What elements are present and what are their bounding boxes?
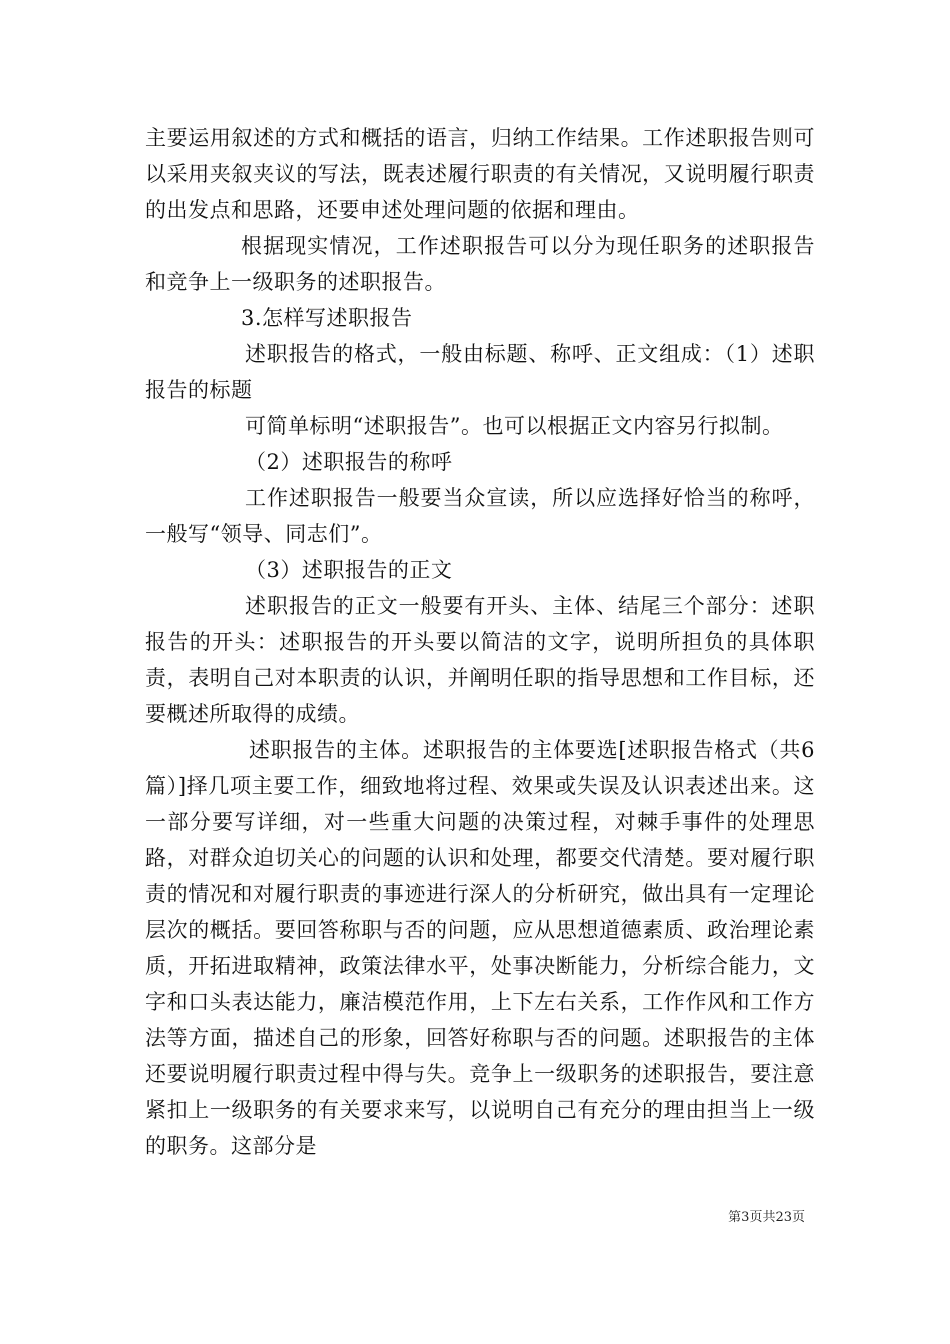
paragraph-salutation-desc: 工作述职报告一般要当众宣读，所以应选择好恰当的称呼，一般写“领导、同志们”。 xyxy=(145,486,815,546)
page-number-footer: 第3页共23页 xyxy=(728,1210,805,1225)
subheading-salutation: （2）述职报告的称呼 xyxy=(245,450,453,474)
document-body xyxy=(145,120,815,1164)
section-heading-how-to-write: 3.怎样写述职报告 xyxy=(241,306,413,330)
subheading-main-text: （3）述职报告的正文 xyxy=(245,558,453,582)
paragraph-opening: 述职报告的正文一般要有开头、主体、结尾三个部分：述职报告的开头：述职报告的开头要以简洁的文字，说明所担负的具体职责，表明自己对本职责的认识，并阐明任职的指导思想和工作目标，还要概述所取得的成绩。 xyxy=(145,594,815,726)
paragraph-title-desc: 可简单标明“述职报告”。也可以根据正文内容另行拟制。 xyxy=(245,414,784,438)
paragraph-format: 述职报告的格式，一般由标题、称呼、正文组成：（1）述职报告的标题 xyxy=(145,342,815,402)
paragraph-report-types: 根据现实情况，工作述职报告可以分为现任职务的述职报告和竞争上一级职务的述职报告。 xyxy=(145,234,815,294)
paragraph-intro-continued: 主要运用叙述的方式和概括的语言，归纳工作结果。工作述职报告则可以采用夹叙夹议的写法，既表述履行职责的有关情况，又说明履行职责的出发点和思路，还要申述处理问题的依据和理由。 xyxy=(145,126,815,222)
paragraph-main-body: 述职报告的主体。述职报告的主体要选[述职报告格式（共6篇）]择几项主要工作，细致地将过程、效果或失误及认识表述出来。这一部分要写详细，对一些重大问题的决策过程，对棘手事件的处理思路，对群众迫切关心的问题的认识和处理，都要交代清楚。要对履行职责的情况和对履行职责的事迹进行深人的分析研究，做出具有一定理论层次的概括。要回答称职与否的问题，应从思想道德素质、政治理论素质，开拓进取精神，政策法律水平，处事决断能力，分析综合能力，文字和口头表达能力，廉洁模范作用，上下左右关系，工作作风和工作方法等方面，描述自己的形象，回答好称职与否的问题。述职报告的主体还要说明履行职责过程中得与失。竞争上一级职务的述职报告，要注意紧扣上一级职务的有关要求来写，以说明自己有充分的理由担当上一级的职务。这部分是 xyxy=(145,738,815,1158)
